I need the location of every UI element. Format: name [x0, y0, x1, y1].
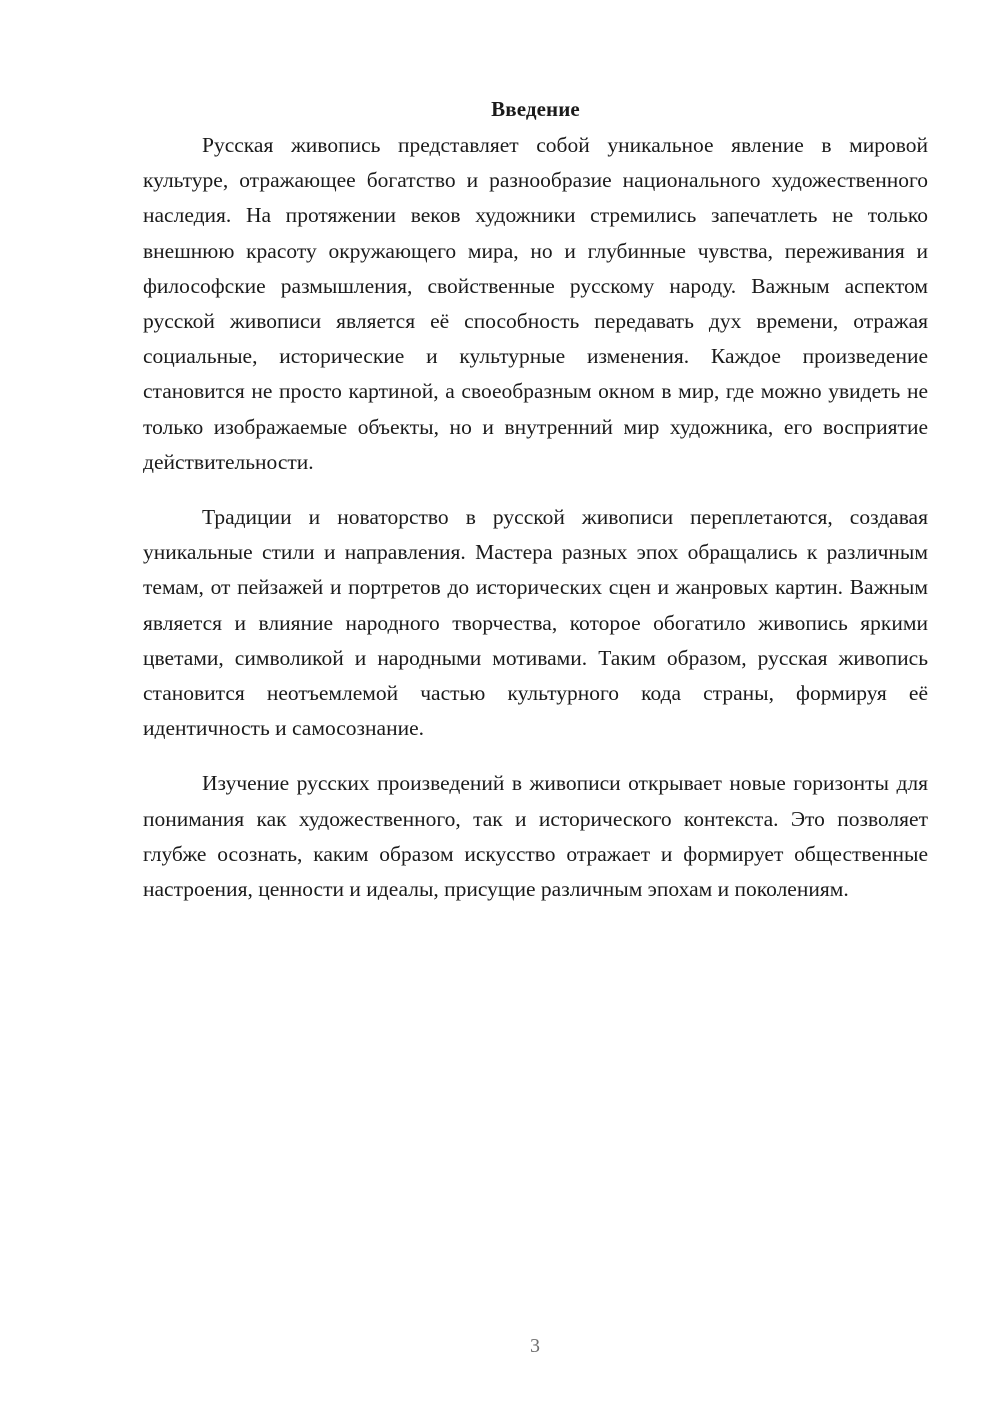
paragraph-1: Русская живопись представляет собой уникальное явление в мировой культуре, отражающее богатство и разнообразие национального художественного наследия. На протяжении веков художники стремились запечатлеть не только внешнюю красоту окружающего мира, но и глубинные чувства, переживания и философские размышления, свойственные русскому народу. Важным аспектом русской живописи является её способность передавать дух времени, отражая социальные, исторические и культурные изменения. Каждое произведение становится не просто картиной, а своеобразным окном в мир, где можно увидеть не только изображаемые объекты, но и внутренний мир художника, его восприятие действительности.: [143, 133, 928, 474]
paragraph-2: Традиции и новаторство в русской живописи переплетаются, создавая уникальные стили и направления. Мастера разных эпох обращались к различным темам, от пейзажей и портретов до исторических сцен и жанровых картин. Важным является и влияние народного творчества, которое обогатило живопись яркими цветами, символикой и народными мотивами. Таким образом, русская живопись становится неотъемлемой частью культурного кода страны, формируя её идентичность и самосознание.: [143, 505, 928, 741]
section-heading: Введение: [491, 97, 580, 121]
page-number: 3: [530, 1335, 540, 1357]
document-body: [143, 92, 928, 927]
paragraph-3: Изучение русских произведений в живописи открывает новые горизонты для понимания как художественного, так и исторического контекста. Это позволяет глубже осознать, каким образом искусство отражает и формирует общественные настроения, ценности и идеалы, присущие различным эпохам и поколениям.: [143, 771, 928, 902]
